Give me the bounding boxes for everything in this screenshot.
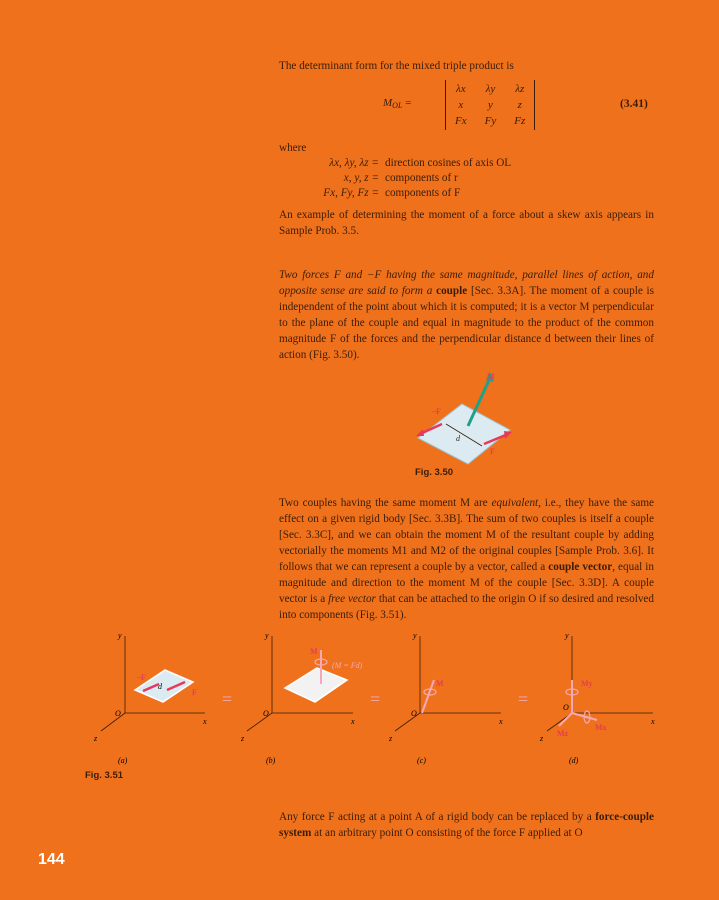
- fig-3-50-diagram: [410, 368, 520, 466]
- fig351b-label-MFd: (M = Fd): [332, 661, 363, 670]
- definition-symbols-2: x, y, z =: [343, 172, 379, 184]
- paragraph-equivalent: [279, 495, 654, 623]
- equals-sign-1: =: [222, 689, 233, 709]
- paragraph-example: An example of determining the moment of a force about a skew axis appears in Sample Prob. 3.5.: [279, 209, 654, 237]
- sublabel-a: (a): [118, 756, 128, 765]
- fig351c-label-M: M: [436, 679, 444, 688]
- equation-number: (3.41): [620, 98, 648, 110]
- matrix-cell: λy: [485, 83, 496, 95]
- determinant-equation: [383, 80, 533, 132]
- matrix-cell: λz: [515, 83, 525, 95]
- force-arrowhead: [504, 431, 512, 439]
- matrix-cell: z: [517, 99, 522, 111]
- equation-equals: =: [405, 97, 412, 109]
- matrix-row-3: [446, 113, 534, 129]
- force-couple-part-1: Any force F acting at a point A of a rigid body can be replaced by a: [279, 811, 592, 823]
- fig350-label-d: d: [456, 434, 460, 443]
- equivalent-bold-1: couple vector: [548, 561, 613, 573]
- fig351d-label-My: My: [581, 679, 593, 688]
- determinant-matrix: [445, 80, 535, 130]
- axis-z-label: z: [241, 734, 245, 743]
- matrix-row-2: [446, 97, 534, 113]
- definition-meaning-3: components of F: [385, 187, 461, 199]
- equals-sign-2: =: [370, 689, 381, 709]
- equivalent-italic-2: free vector: [328, 593, 376, 605]
- fig351b-plate: [285, 668, 347, 702]
- page-number: 144: [38, 851, 65, 868]
- fig351a-label-F: F: [192, 688, 197, 697]
- definition-symbols-1: λx, λy, λz =: [329, 157, 379, 169]
- axis-z-label: z: [540, 734, 544, 743]
- axis-z-label: z: [389, 734, 393, 743]
- equation-lhs-subscript: OL: [392, 101, 403, 110]
- matrix-cell: Fy: [484, 115, 497, 127]
- equals-sign-3: =: [518, 689, 529, 709]
- sublabel-c: (c): [417, 756, 426, 765]
- origin-label: O: [563, 703, 569, 712]
- fig351-panel-c: [388, 631, 503, 743]
- equivalent-part-1: Two couples having the same moment M are: [279, 497, 488, 509]
- matrix-cell: Fx: [455, 115, 467, 127]
- matrix-cell: y: [487, 99, 493, 111]
- matrix-cell: Fz: [514, 115, 526, 127]
- definition-meaning-1: direction cosines of axis OL: [385, 157, 512, 169]
- axis-y-label: y: [413, 631, 417, 640]
- equivalent-part-2: i.e., they have the same effect on a given rigid body [Sec. 3.3B]. The sum of two couples is itself a couple [Sec. 3.3C], and we can obtain the moment M of the resultant couple by adding vectorially the moments M1 and M2 of the original couples [Sample Prob. 3.6]. It follows that we can represent a couple by a vector, called a: [279, 497, 655, 573]
- axis-y-label: y: [118, 631, 122, 640]
- axis-y-label: y: [565, 631, 569, 640]
- equation-lhs: [383, 97, 411, 110]
- fig351-panel-a: [93, 631, 207, 743]
- fig351a-label-d: d: [158, 682, 162, 691]
- paragraph-force-couple: [279, 809, 654, 841]
- sublabel-d: (d): [569, 756, 579, 765]
- axis-x-label: x: [499, 717, 503, 726]
- equivalent-part-4: that can be attached to the origin O if so desired and resolved into components (Fig. 3.51).: [279, 593, 654, 621]
- couple-italic-lead: Two forces F and −F having the same magnitude, parallel lines of action, and opposite sense are said to form a: [279, 269, 654, 297]
- fig351d-label-Mz: Mz: [557, 729, 569, 738]
- fig350-label-negF: –F: [432, 407, 441, 416]
- fig351a-label-negF: –F: [137, 673, 146, 682]
- fig350-label-M: M: [487, 372, 495, 381]
- definition-symbols-3: Fx, Fy, Fz =: [323, 187, 379, 199]
- equation-lhs-symbol: M: [383, 97, 393, 109]
- couple-bold-term: couple: [436, 285, 468, 297]
- where-label: where: [279, 142, 307, 154]
- definition-meaning-2: components of r: [385, 172, 458, 184]
- couple-rest: [Sec. 3.3A]. The moment of a couple is independent of the point about which it is computed; it is a vector M perpendicular to the plane of the couple and equal in magnitude to the product of the common magnitude F of the forces and the perpendicular distance d between their lines of action (Fig. 3.50).: [279, 285, 655, 361]
- fig351-panel-b: [240, 631, 363, 743]
- intro-line: The determinant form for the mixed triple product is: [279, 60, 514, 72]
- matrix-cell: x: [458, 99, 464, 111]
- equivalent-part-3: , equal in magnitude and direction to the moment M of the couple [Sec. 3.3D]. A couple vector is a: [279, 561, 655, 605]
- negative-force-arrowhead: [416, 429, 424, 436]
- matrix-row-1: [446, 81, 534, 97]
- fig-3-51-caption: Fig. 3.51: [85, 770, 124, 781]
- paragraph-couple: [279, 267, 654, 363]
- force-couple-bold: force-couple system: [279, 811, 655, 839]
- origin-label: O: [263, 709, 269, 718]
- matrix-cell: λx: [455, 83, 466, 95]
- axis-y-label: y: [265, 631, 269, 640]
- fig-3-50-caption: Fig. 3.50: [415, 467, 454, 478]
- force-couple-part-2: at an arbitrary point O consisting of the force F applied at O: [314, 827, 583, 839]
- axis-x-label: x: [351, 717, 355, 726]
- fig351-panel-d: [539, 631, 655, 743]
- axis-z-label: z: [94, 734, 98, 743]
- fig351b-label-M: M: [310, 647, 318, 656]
- origin-label: O: [411, 709, 417, 718]
- fig-3-51-diagram: [85, 628, 665, 770]
- axis-x-label: x: [651, 717, 655, 726]
- equivalent-italic-1: equivalent,: [491, 497, 541, 509]
- axis-x-label: x: [203, 717, 207, 726]
- fig351d-label-Mx: Mx: [595, 723, 607, 732]
- origin-label: O: [115, 709, 121, 718]
- fig350-label-F: F: [490, 447, 495, 456]
- sublabel-b: (b): [266, 756, 276, 765]
